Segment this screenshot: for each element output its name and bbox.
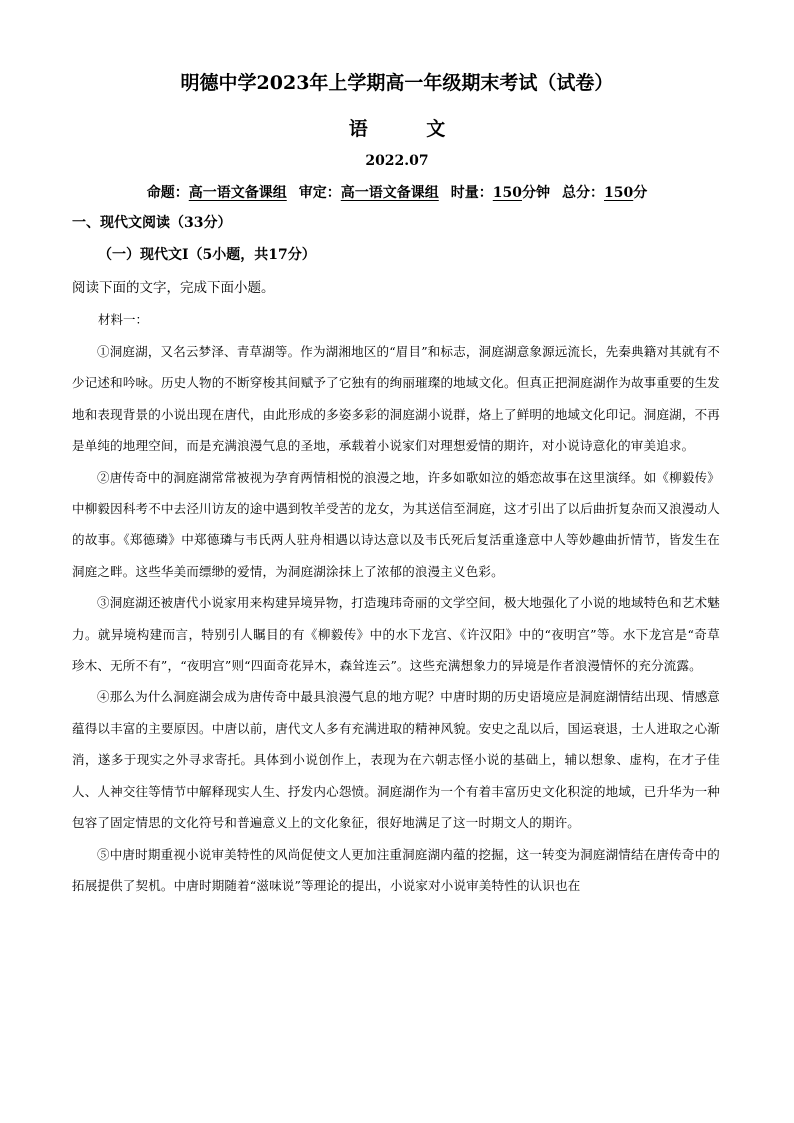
passage-paragraph-5: ⑤中唐时期重视小说审美特性的风尚促使文人更加注重洞庭湖内蕴的挖掘，这一转变为洞庭湖情结在唐传奇中的拓展提供了契机。中唐时期随着“滋味说”等理论的提出，小说家对小说审美特性的认识也在	[72, 846, 720, 893]
reviewer-value: 高一语文备课组	[340, 185, 439, 201]
subject-title: 语 文	[348, 118, 472, 140]
section-heading: 一、现代文阅读（33分）	[72, 215, 232, 231]
time-unit: 分钟	[522, 185, 550, 201]
material-label: 材料一：	[98, 312, 149, 327]
proposer-label: 命题：	[146, 185, 189, 201]
score-unit: 分	[633, 185, 648, 201]
exam-date: 2022.07	[365, 153, 429, 169]
exam-meta-line	[0, 182, 794, 202]
reviewer-label: 审定：	[298, 185, 341, 201]
reading-instruction: 阅读下面的文字，完成下面小题。	[72, 280, 275, 296]
passage-paragraph-2: ②唐传奇中的洞庭湖常常被视为孕育两情相悦的浪漫之地，许多如歌如泣的婚恋故事在这里演绎。如《柳毅传》中柳毅因科考不中去泾川访友的途中遇到牧羊受苦的龙女，为其送信至洞庭，这才引出了以后曲折复杂而又浪漫动人的故事。《郑德璘》中郑德璘与韦氏两人驻舟相遇以诗达意以及韦氏死后复活重逢意中人等妙趣曲折情节，皆发生在洞庭之畔。这些华美而缥缈的爱情，为洞庭湖涂抹上了浓郁的浪漫主义色彩。	[72, 469, 720, 579]
passage-body	[72, 336, 720, 901]
passage-paragraph-1: ①洞庭湖，又名云梦泽、青草湖等。作为湖湘地区的“眉目”和标志，洞庭湖意象源远流长，先秦典籍对其就有不少记述和吟咏。历史人物的不断穿梭其间赋予了它独有的绚丽璀璨的地域文化。但真正把洞庭湖作为故事重要的生发地和表现背景的小说出现在唐代，由此形成的多姿多彩的洞庭湖小说群，烙上了鲜明的地域文化印记。洞庭湖，不再是单纯的地理空间，而是充满浪漫气息的圣地，承载着小说家们对理想爱情的期许，对小说诗意化的审美追求。	[72, 344, 720, 454]
score-value: 150	[604, 185, 634, 201]
time-value: 150	[492, 185, 522, 201]
passage-paragraph-3: ③洞庭湖还被唐代小说家用来构建异境异物，打造瑰玮奇丽的文学空间，极大地强化了小说的地域特色和艺术魅力。就异境构建而言，特别引人瞩目的有《柳毅传》中的水下龙宫、《许汉阳》中的“夜明宫”等。水下龙宫是“奇草珍木、无所不有”，“夜明宫”则“四面奇花异木，森耸连云”。这些充满想象力的异境是作者浪漫情怀的充分流露。	[72, 595, 720, 674]
passage-paragraph-4: ④那么为什么洞庭湖会成为唐传奇中最具浪漫气息的地方呢？中唐时期的历史语境应是洞庭湖情结出现、情感意蕴得以丰富的主要原因。中唐以前，唐代文人多有充满进取的精神风貌。安史之乱以后，国运衰退，士人进取之心渐消，遂多于现实之外寻求寄托。具体到小说创作上，表现为在六朝志怪小说的基础上，辅以想象、虚构，在才子佳人、人神交往等情节中解释现实人生、抒发内心怨愤。洞庭湖作为一个有着丰富历史文化积淀的地域，已升华为一种包容了固定情思的文化符号和普遍意义上的文化象征，很好地满足了这一时期文人的期许。	[72, 689, 720, 831]
subsection-heading: （一）现代文Ⅰ（5小题，共17分）	[98, 247, 316, 263]
score-label: 总分：	[562, 185, 604, 201]
time-label: 时量：	[450, 185, 493, 201]
exam-title: 明德中学2023年上学期高一年级期末考试（试卷）	[180, 72, 614, 94]
proposer-value: 高一语文备课组	[188, 185, 287, 201]
